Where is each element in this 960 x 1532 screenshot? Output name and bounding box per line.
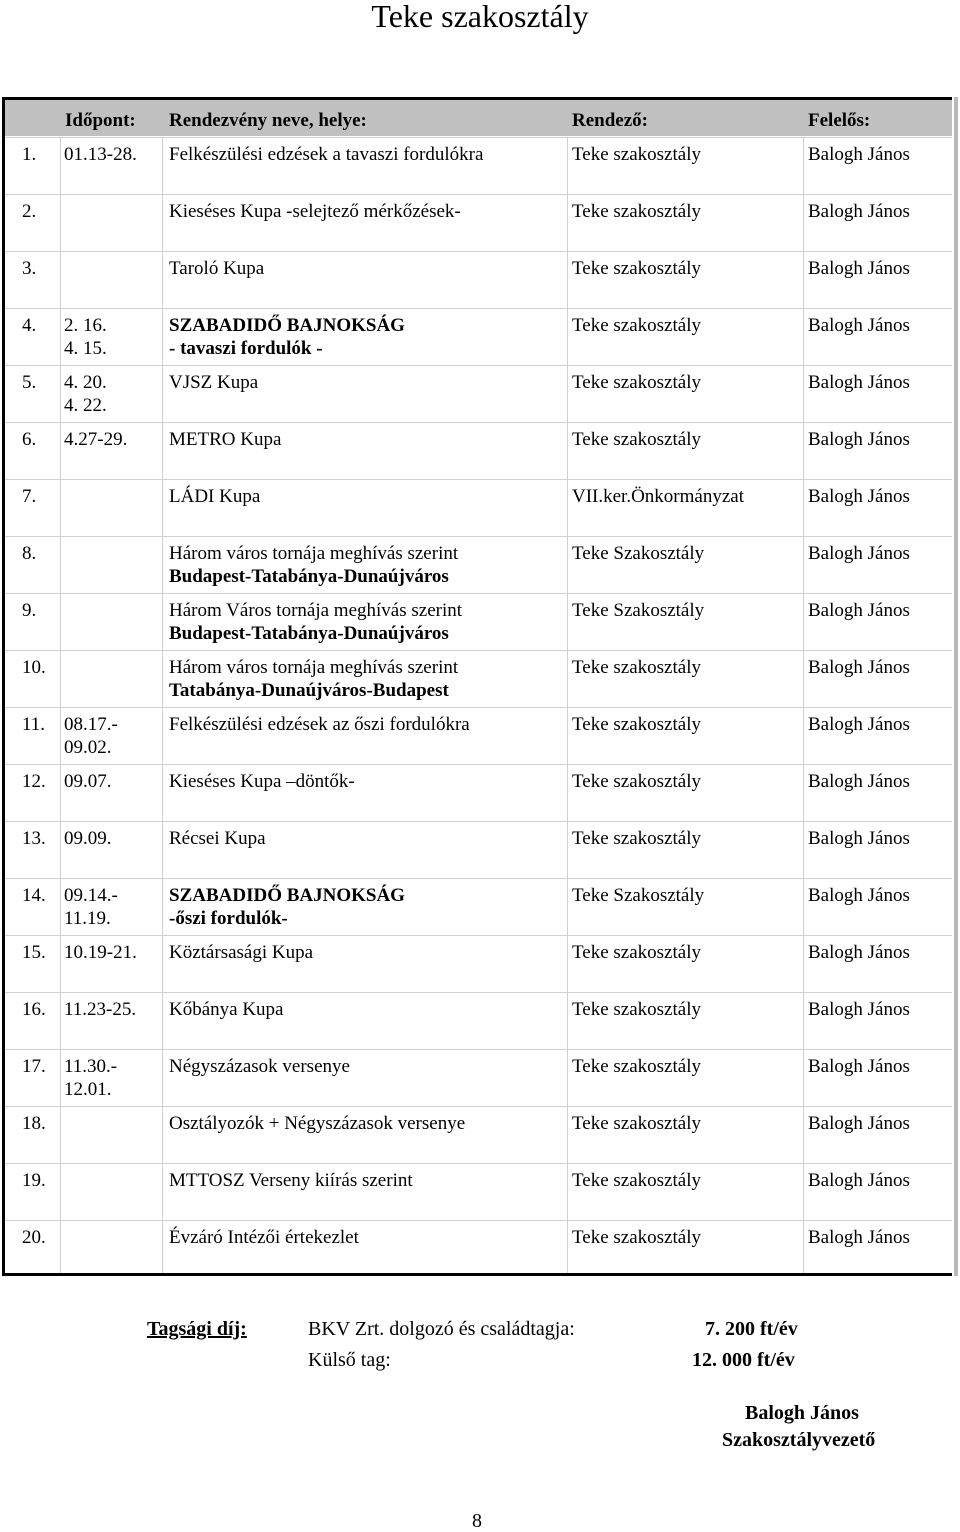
header-organizer: Rendező: [572,110,648,131]
row-event: Felkészülési edzések az őszi fordulókra [169,714,470,735]
row-event: Kieséses Kupa -selejtező mérkőzések- [169,201,461,222]
row-date-end: 11.19. [64,908,111,929]
row-number: 7. [22,486,37,507]
row-event: Négyszázasok versenye [169,1056,350,1077]
header-responsible: Felelős: [808,110,871,131]
table-row-line [5,707,952,708]
row-responsible: Balogh János [808,543,910,564]
row-date-end: 09.02. [64,737,112,758]
row-responsible: Balogh János [808,201,910,222]
row-event: SZABADIDŐ BAJNOKSÁG [169,315,405,336]
row-date: 09.07. [64,771,112,792]
table-row-line [5,1220,952,1221]
row-number: 6. [22,429,37,450]
member-fee: 7. 200 ft/év [705,1318,798,1340]
row-responsible: Balogh János [808,1113,910,1134]
header-date: Időpont: [65,110,136,131]
table-row-line [5,1163,952,1164]
row-organizer: Teke szakosztály [572,429,701,450]
row-date: 11.23-25. [64,999,137,1020]
row-organizer: Teke szakosztály [572,714,701,735]
row-event: METRO Kupa [169,429,282,450]
row-organizer: Teke szakosztály [572,657,701,678]
row-date: 09.09. [64,828,112,849]
row-event: Kőbánya Kupa [169,999,284,1020]
row-date-end: 12.01. [64,1079,112,1100]
row-organizer: Teke szakosztály [572,942,701,963]
row-date: 01.13-28. [64,144,137,165]
external-label: Külső tag: [308,1349,391,1371]
table-row-line [5,1106,952,1107]
row-event: Récsei Kupa [169,828,266,849]
row-event: Három város tornája meghívás szerint [169,657,459,678]
row-number: 16. [22,999,46,1020]
member-label: BKV Zrt. dolgozó és családtagja: [308,1318,575,1340]
table-row-line [5,251,952,252]
row-organizer: Teke szakosztály [572,1227,701,1248]
fee-label: Tagsági díj: [147,1318,247,1340]
table-row-line [5,992,952,993]
row-organizer: Teke szakosztály [572,1113,701,1134]
row-organizer: Teke szakosztály [572,201,701,222]
row-responsible: Balogh János [808,828,910,849]
row-date: 09.14.- [64,885,118,906]
row-event: VJSZ Kupa [169,372,259,393]
row-organizer: Teke szakosztály [572,999,701,1020]
row-responsible: Balogh János [808,486,910,507]
table-row-line [5,650,952,651]
row-number: 8. [22,543,37,564]
table-row-line [5,593,952,594]
row-event: Kieséses Kupa –döntők- [169,771,355,792]
row-responsible: Balogh János [808,771,910,792]
table-row-line [5,1049,952,1050]
row-date: 11.30.- [64,1056,118,1077]
row-organizer: Teke szakosztály [572,771,701,792]
row-date-end: 4. 22. [64,395,107,416]
row-responsible: Balogh János [808,144,910,165]
table-row-line [5,365,952,366]
row-responsible: Balogh János [808,999,910,1020]
row-number: 1. [22,144,37,165]
row-number: 9. [22,600,37,621]
row-number: 12. [22,771,46,792]
table-row-line [5,764,952,765]
row-organizer: VII.ker.Önkormányzat [572,486,744,507]
row-date: 2. 16. [64,315,107,336]
row-responsible: Balogh János [808,714,910,735]
row-date: 08.17.- [64,714,118,735]
external-fee: 12. 000 ft/év [692,1349,795,1371]
row-responsible: Balogh János [808,600,910,621]
row-number: 15. [22,942,46,963]
table-row-line [5,422,952,423]
row-number: 2. [22,201,37,222]
row-responsible: Balogh János [808,429,910,450]
row-date: 4. 20. [64,372,107,393]
row-number: 14. [22,885,46,906]
table-row-line [5,479,952,480]
row-event: Köztársasági Kupa [169,942,314,963]
page-number: 8 [472,1510,482,1532]
row-responsible: Balogh János [808,942,910,963]
table-row-line [5,935,952,936]
row-responsible: Balogh János [808,885,910,906]
row-event: Évzáró Intézői értekezlet [169,1227,359,1248]
row-event: MTTOSZ Verseny kiírás szerint [169,1170,413,1191]
table-row-line [5,137,952,138]
row-number: 17. [22,1056,46,1077]
row-event: Három város tornája meghívás szerint [169,543,459,564]
row-event: Három Város tornája meghívás szerint [169,600,463,621]
table-row-line [5,821,952,822]
row-event: Felkészülési edzések a tavaszi fordulókra [169,144,484,165]
row-number: 3. [22,258,37,279]
row-event: LÁDI Kupa [169,486,261,507]
row-number: 19. [22,1170,46,1191]
signer-title: Szakosztályvezető [722,1429,876,1451]
row-event-detail: Tatabánya-Dunaújváros-Budapest [169,680,449,701]
row-organizer: Teke Szakosztály [572,600,705,621]
table-frame-shadow [954,97,958,1276]
row-organizer: Teke szakosztály [572,828,701,849]
row-event: SZABADIDŐ BAJNOKSÁG [169,885,405,906]
row-organizer: Teke szakosztály [572,258,701,279]
row-number: 18. [22,1113,46,1134]
table-row-line [5,536,952,537]
row-number: 10. [22,657,46,678]
row-organizer: Teke Szakosztály [572,543,705,564]
row-number: 4. [22,315,37,336]
row-event-detail: Budapest-Tatabánya-Dunaújváros [169,566,449,587]
table-row-line [5,194,952,195]
row-number: 5. [22,372,37,393]
page-title: Teke szakosztály [371,0,589,34]
row-organizer: Teke szakosztály [572,144,701,165]
row-responsible: Balogh János [808,1056,910,1077]
row-event: Osztályozók + Négyszázasok versenye [169,1113,466,1134]
row-date: 4.27-29. [64,429,128,450]
row-responsible: Balogh János [808,1170,910,1191]
row-responsible: Balogh János [808,372,910,393]
row-number: 20. [22,1227,46,1248]
row-organizer: Teke szakosztály [572,315,701,336]
row-organizer: Teke Szakosztály [572,885,705,906]
row-number: 11. [22,714,46,735]
row-responsible: Balogh János [808,315,910,336]
signer-name: Balogh János [745,1402,859,1424]
row-responsible: Balogh János [808,258,910,279]
row-responsible: Balogh János [808,1227,910,1248]
table-row-line [5,308,952,309]
row-organizer: Teke szakosztály [572,1056,701,1077]
row-number: 13. [22,828,46,849]
header-event: Rendezvény neve, helye: [169,110,367,131]
table-row-line [5,878,952,879]
row-responsible: Balogh János [808,657,910,678]
row-organizer: Teke szakosztály [572,372,701,393]
row-date-end: 4. 15. [64,338,107,359]
row-event: Taroló Kupa [169,258,265,279]
row-event-detail: Budapest-Tatabánya-Dunaújváros [169,623,449,644]
row-event-detail: - tavaszi fordulók - [169,338,323,359]
row-date: 10.19-21. [64,942,137,963]
row-organizer: Teke szakosztály [572,1170,701,1191]
row-event-detail: -őszi fordulók- [169,908,288,929]
